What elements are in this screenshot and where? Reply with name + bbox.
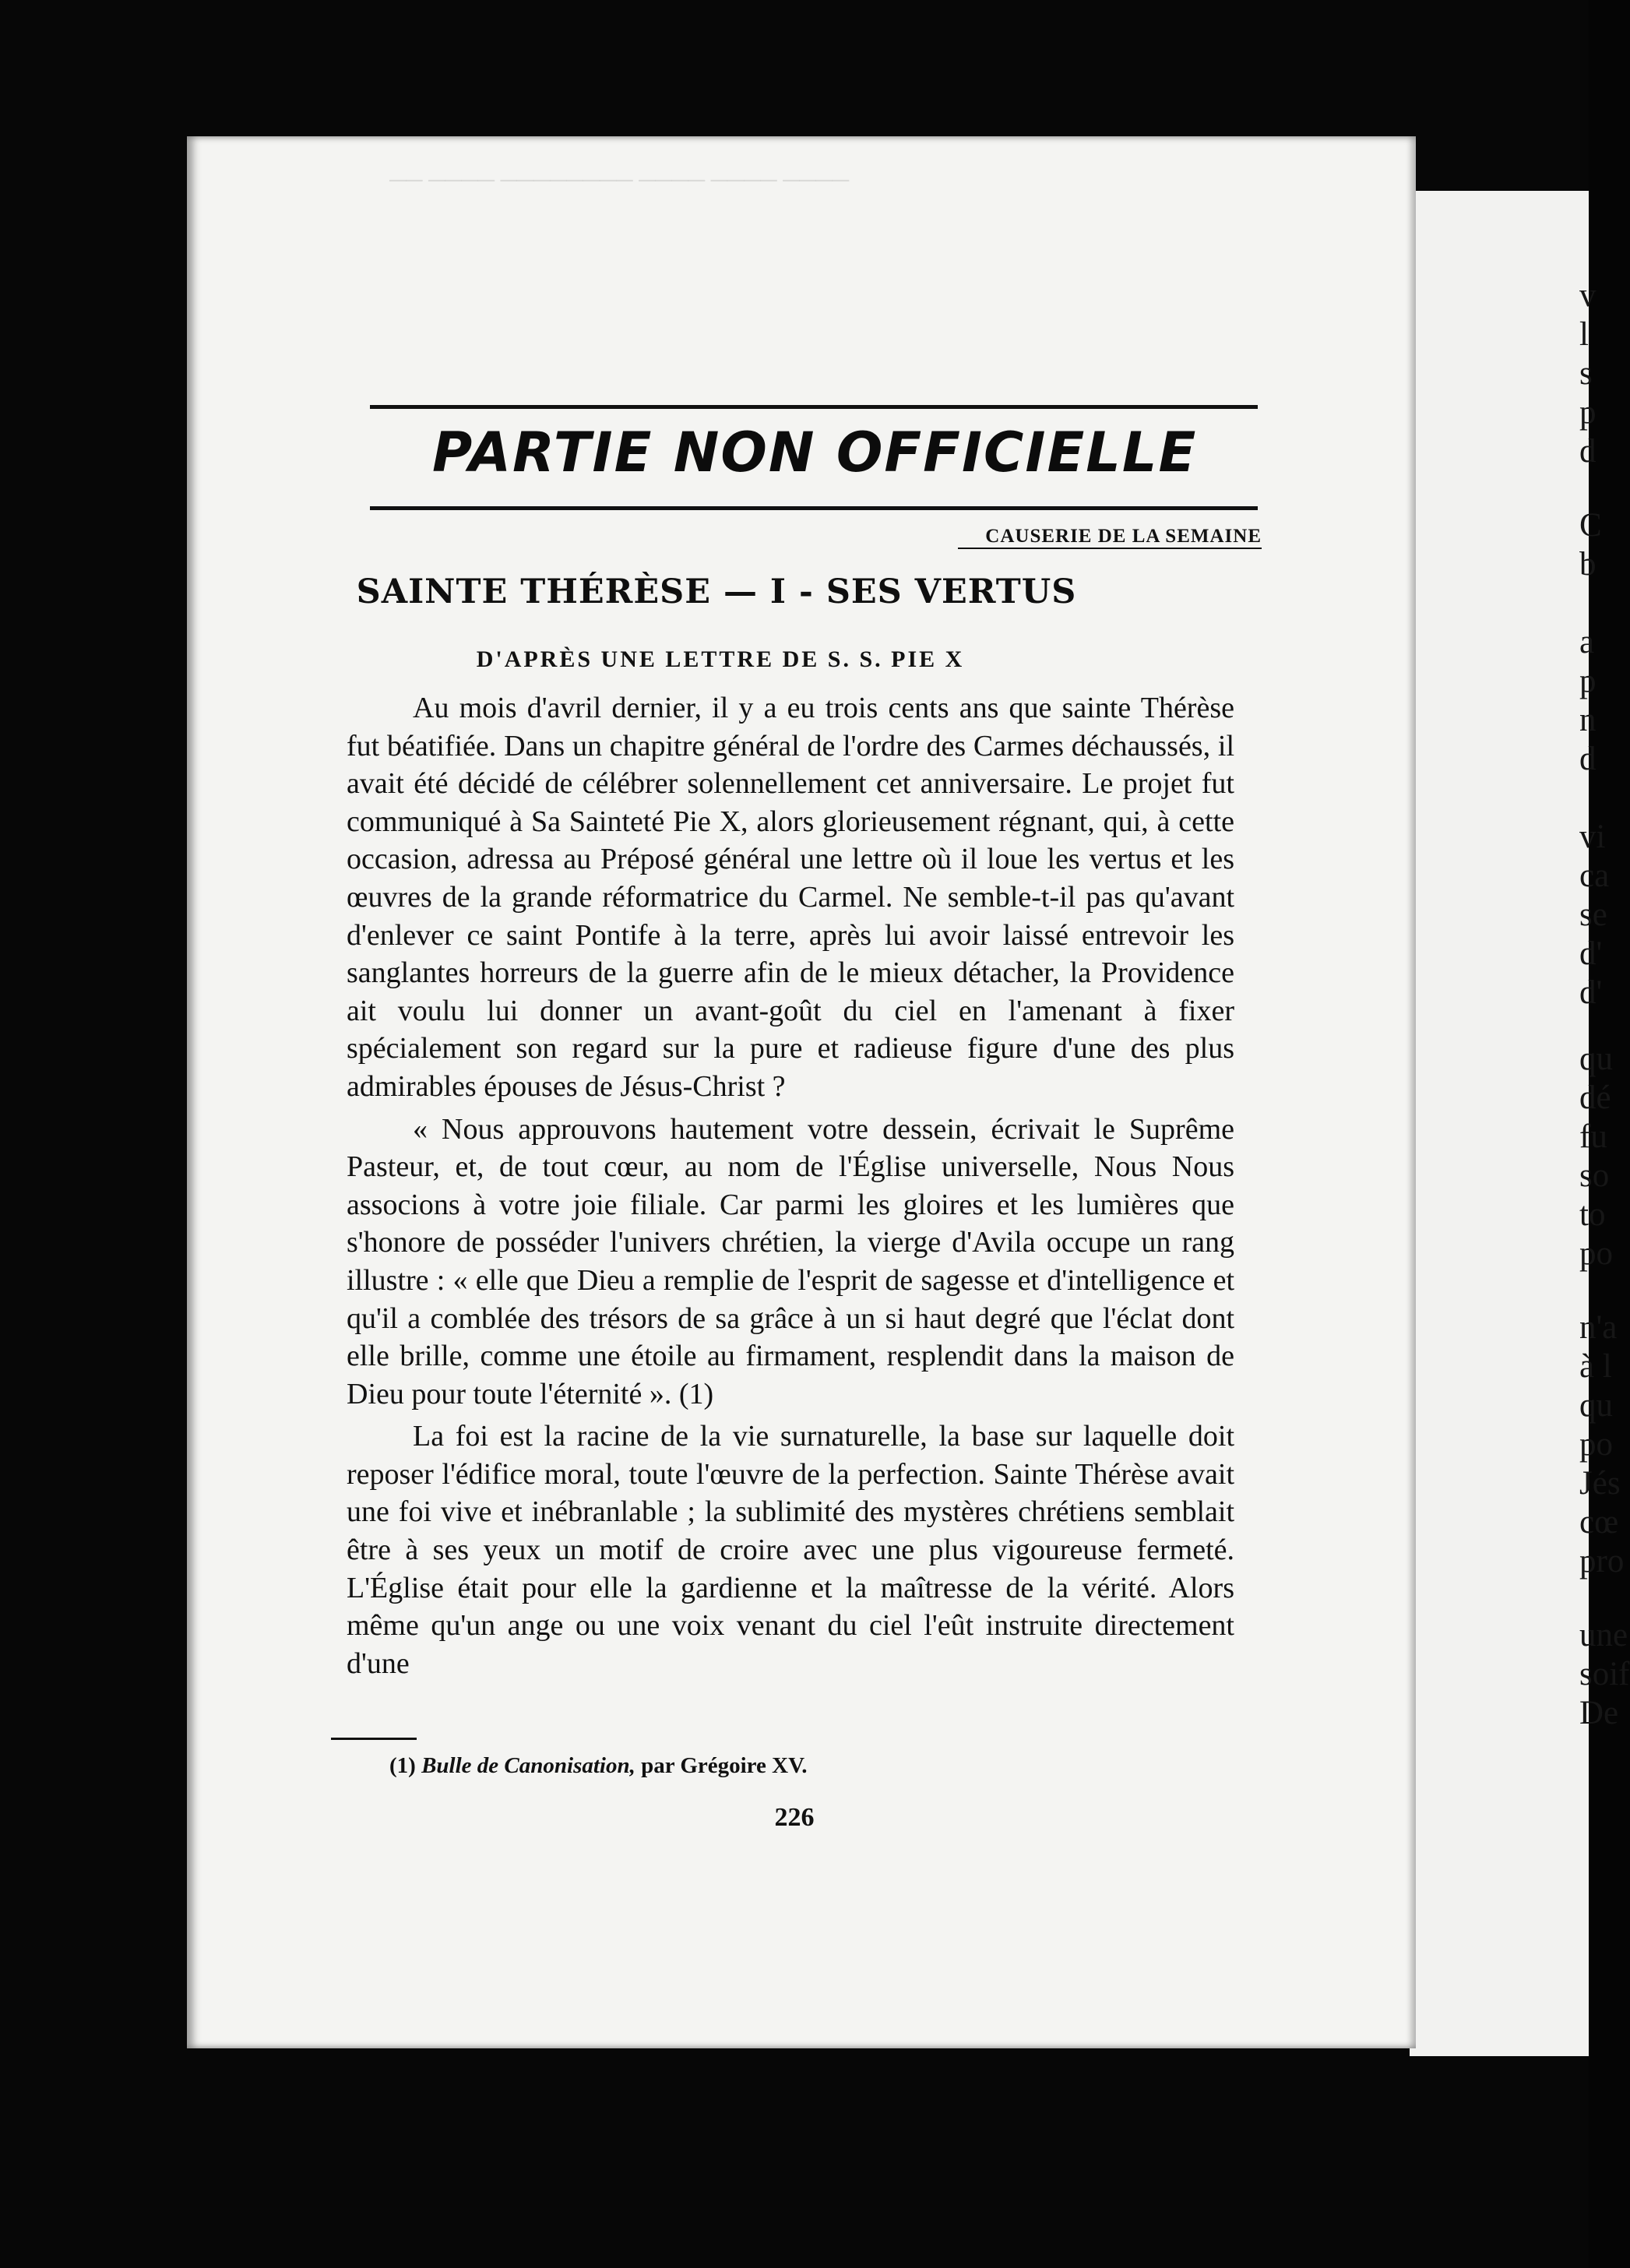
facing-page-fragment: De — [1579, 1695, 1619, 1731]
facing-page-fragment: C — [1579, 507, 1602, 544]
footnote-title: Bulle de Canonisation, — [421, 1753, 635, 1778]
section-title: PARTIE NON OFFICIELLE — [432, 421, 1198, 484]
facing-page-fragment: n'a — [1579, 1309, 1618, 1346]
document-page — [187, 136, 1416, 2048]
facing-page-fragment: Jés — [1579, 1465, 1621, 1502]
facing-page-fragment: à l — [1579, 1348, 1612, 1385]
page-number: 226 — [774, 1803, 815, 1832]
article-subheadline: D'APRÈS UNE LETTRE DE S. S. PIE X — [476, 646, 965, 672]
facing-page-fragment: d — [1579, 741, 1597, 777]
footnote-rule — [331, 1738, 417, 1740]
facing-page-fragment: po — [1579, 1426, 1613, 1463]
facing-page-fragment: dé — [1579, 1079, 1611, 1116]
footnote-marker: (1) — [389, 1753, 416, 1778]
facing-page-fragment: d' — [1579, 935, 1603, 972]
paragraph: « Nous approuvons hautement votre dessein, écrivait le Suprême Pasteur, et, de tout cœur, au nom de l'Église universelle, Nous Nous associons à votre joie filiale. Car parmi les gloires et les lumières que s'honore de posséder l'univers chrétien, la vierge d'Avila occupe un rang illustre : « elle que Dieu a remplie de l'esprit de sagesse et d'intelligence et qu'il a comblée des trésors de sa grâce à un si haut degré que l'éclat dont elle brille, comme une étoile au firmament, resplendit dans la maison de Dieu pour toute l'éternité ». (1) — [347, 1112, 1234, 1410]
bleed-through-text: ── ──── ──────── ──── ──── ──── — [389, 167, 850, 193]
paragraph: Au mois d'avril dernier, il y a eu trois cents ans que sainte Thérèse fut béatifiée. Dans un chapitre général de l'ordre des Carmes déchaussés, il avait été décidé de célébrer solennellement cet anniversaire. Le projet fut communiqué à Sa Sainteté Pie X, alors glorieusement régnant, qui, à cette occasion, adressa au Préposé général une lettre où il loue les vertus et les œuvres de la grande réformatrice du Carmel. Ne semble-t-il pas qu'avant d'enlever ce saint Pontife à la terre, après lui avoir laissé entrevoir les sanglantes horreurs de la guerre afin de le mieux détacher, la Providence ait voulu lui donner un avant-goût du ciel en l'amenant à fixer spécialement son regard sur la pure et radieuse figure d'une des plus admirables épouses de Jésus-Christ ? — [347, 692, 1234, 1103]
facing-page-fragment: ca — [1579, 858, 1610, 894]
facing-page-fragment: d — [1579, 433, 1597, 470]
page-header — [370, 405, 1258, 514]
header-rule-bottom — [370, 506, 1258, 510]
facing-page-fragment: soif — [1579, 1656, 1630, 1692]
facing-page-fragment: se — [1579, 896, 1607, 933]
footnote — [389, 1753, 808, 1779]
article-headline: SAINTE THÉRÈSE — I - SES VERTUS — [356, 572, 1077, 611]
facing-page-fragment: to — [1579, 1196, 1606, 1233]
facing-page-fragment: qu — [1579, 1041, 1613, 1077]
facing-page-fragment: p — [1579, 663, 1597, 699]
facing-page-fragment: n — [1579, 702, 1597, 738]
paragraph: La foi est la racine de la vie surnaturelle, la base sur laquelle doit reposer l'édifice moral, toute l'œuvre de la perfection. Sainte Thérèse avait une foi vive et inébranlable ; la sublimité des mystères chrétiens semblait être à ses yeux un motif de croire avec une plus vigoureuse fermeté. L'Église était pour elle la gardienne et la maîtresse de la vérité. Alors même qu'un ange ou une voix venant du ciel l'eût instruite directement d'une — [347, 1420, 1234, 1680]
facing-page-fragment: l — [1579, 316, 1589, 353]
article-body — [347, 689, 1234, 1687]
facing-page-fragment: qu — [1579, 1387, 1613, 1424]
facing-page-fragment: po — [1579, 1235, 1613, 1272]
facing-page-fragment: d' — [1579, 974, 1603, 1011]
facing-page-fragment: s — [1579, 355, 1593, 392]
facing-page-fragment: fu — [1579, 1118, 1607, 1155]
facing-page-edge — [1410, 191, 1630, 2056]
facing-page-fragment: b — [1579, 546, 1597, 583]
footnote-text: par Grégoire XV. — [641, 1753, 808, 1778]
facing-page-fragment: une — [1579, 1617, 1628, 1653]
facing-page-fragment: a — [1579, 624, 1595, 660]
facing-page-fragment: pro — [1579, 1543, 1625, 1580]
facing-page-fragment: v — [1579, 277, 1597, 314]
facing-page-fragment: vi — [1579, 819, 1606, 855]
facing-page-fragment: cœ — [1579, 1504, 1619, 1541]
header-rule-top — [370, 405, 1258, 409]
facing-page-fragment: so — [1579, 1157, 1610, 1194]
facing-page-fragment: p — [1579, 394, 1597, 431]
column-label: CAUSERIE DE LA SEMAINE — [958, 526, 1262, 549]
